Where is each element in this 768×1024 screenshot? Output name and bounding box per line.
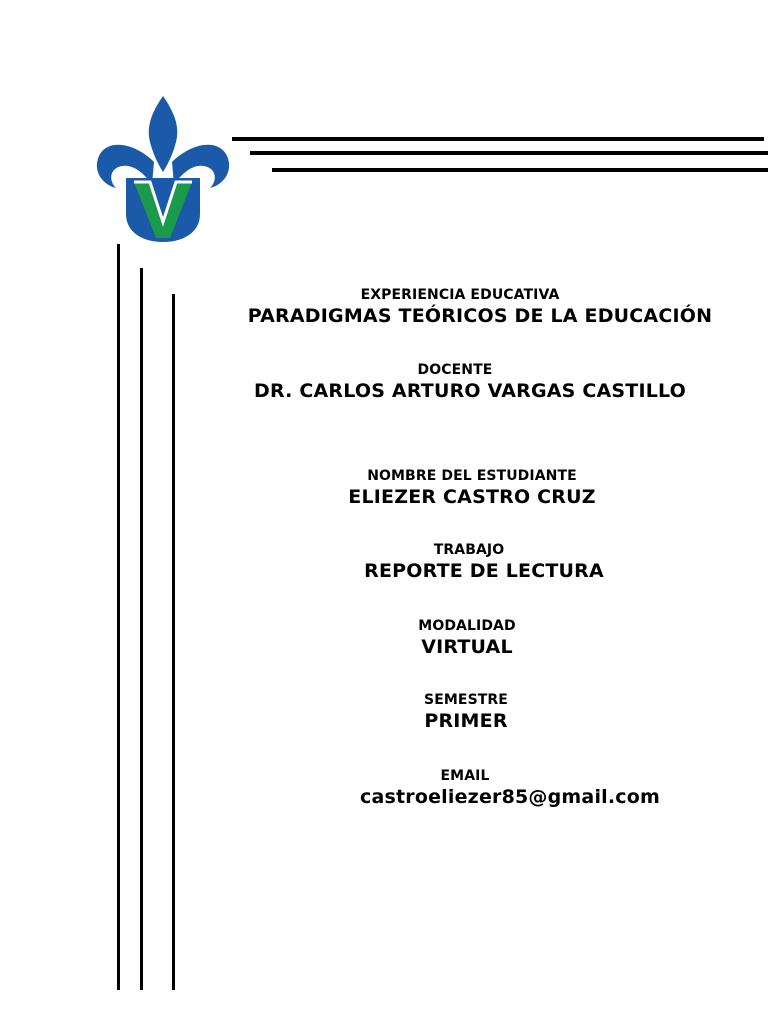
- field-value: DR. CARLOS ARTURO VARGAS CASTILLO: [253, 380, 686, 402]
- field-semestre: [216, 691, 716, 733]
- field-nombre-estudiante: [222, 467, 722, 509]
- field-value: PARADIGMAS TEÓRICOS DE LA EDUCACIÓN: [247, 305, 713, 327]
- field-value: PRIMER: [424, 710, 508, 732]
- top-rule-2: [250, 151, 768, 155]
- field-value: VIRTUAL: [421, 636, 513, 658]
- field-value: REPORTE DE LECTURA: [364, 560, 604, 582]
- field-label: MODALIDAD: [418, 618, 516, 634]
- top-rule-1: [232, 137, 764, 141]
- field-email: [260, 767, 760, 809]
- top-rule-3: [272, 168, 768, 172]
- field-modalidad: [217, 617, 717, 659]
- side-rule-3: [172, 294, 175, 990]
- field-label: EMAIL: [440, 768, 490, 784]
- field-label: EXPERIENCIA EDUCATIVA: [360, 287, 560, 303]
- university-logo-icon: [92, 92, 234, 252]
- field-label: DOCENTE: [417, 362, 493, 378]
- field-label: SEMESTRE: [424, 692, 508, 708]
- field-experiencia-educativa: [230, 286, 730, 328]
- field-label: TRABAJO: [433, 542, 505, 558]
- field-trabajo: [234, 541, 734, 583]
- field-value: castroeliezer85@gmail.com: [359, 786, 661, 808]
- field-label: NOMBRE DEL ESTUDIANTE: [367, 468, 577, 484]
- field-docente: [220, 361, 720, 403]
- field-value: ELIEZER CASTRO CRUZ: [348, 486, 596, 508]
- side-rule-1: [117, 244, 120, 990]
- side-rule-2: [140, 268, 143, 990]
